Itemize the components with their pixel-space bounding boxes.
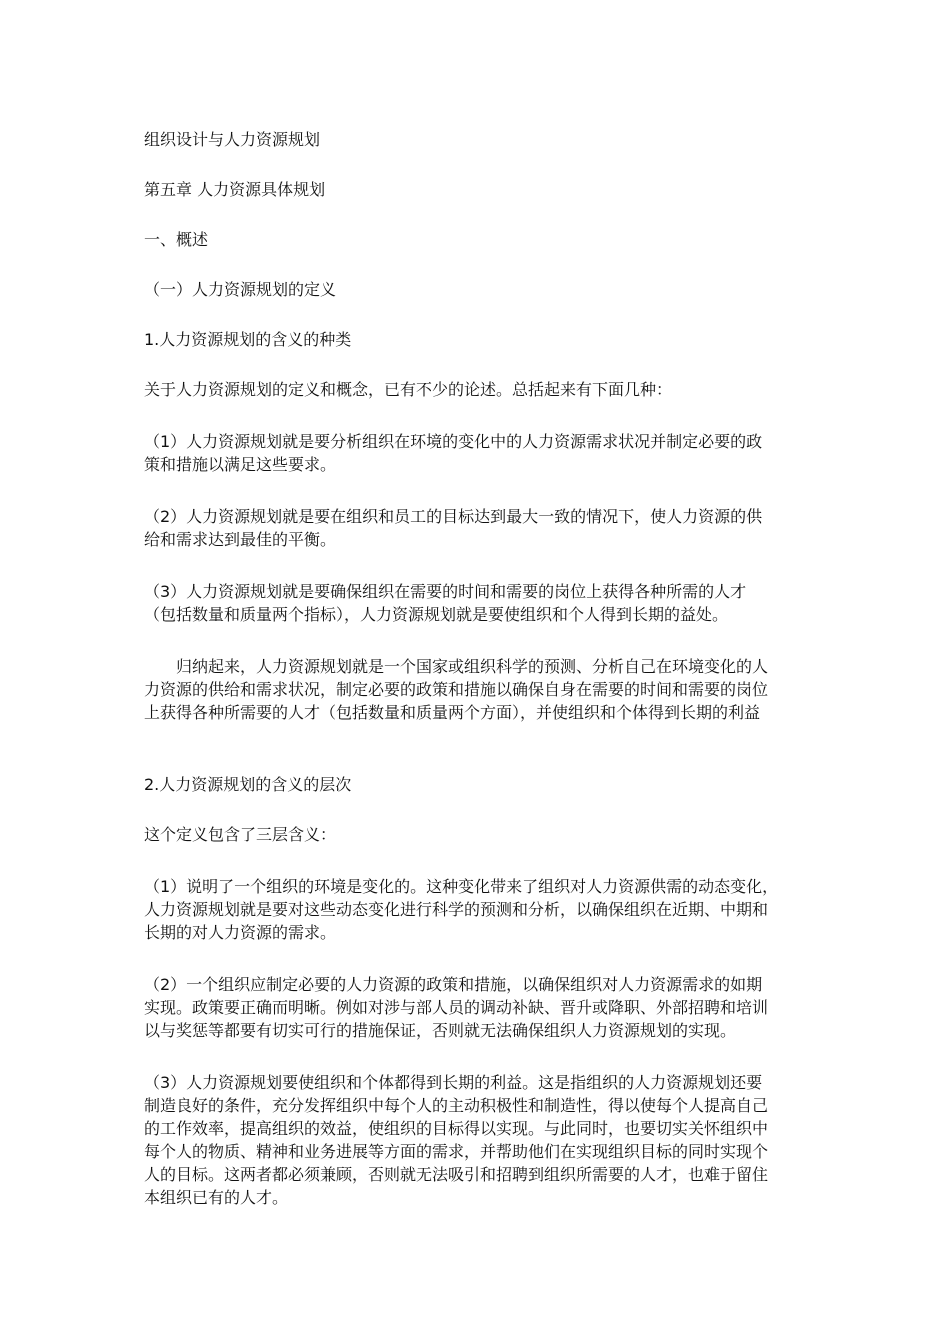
- text-line: （1）说明了一个组织的环境是变化的。这种变化带来了组织对人力资源供需的动态变化，: [144, 877, 779, 896]
- text-line: 力资源的供给和需求状况，制定必要的政策和措施以确保自身在需要的时间和需要的岗位: [144, 680, 769, 699]
- intro-paragraph: 关于人力资源规划的定义和概念，已有不少的论述。总括起来有下面几种：: [144, 380, 673, 399]
- heading-layers: 2.人力资源规划的含义的层次: [144, 775, 352, 794]
- summary-paragraph: [144, 655, 812, 724]
- layer-1: [144, 875, 812, 944]
- text-line: 实现。政策要正确而明晰。例如对涉与部人员的调动补缺、晋升或降职、外部招聘和培训: [144, 998, 769, 1017]
- chapter-heading: 第五章 人力资源具体规划: [144, 180, 326, 199]
- text-line: 本组织已有的人才。: [144, 1188, 289, 1207]
- text-line: （包括数量和质量两个指标），人力资源规划就是要使组织和个人得到长期的益处。: [144, 605, 729, 624]
- heading-types: 1.人力资源规划的含义的种类: [144, 330, 352, 349]
- text-line: 每个人的物质、精神和业务进展等方面的需求，并帮助他们在实现组织目标的同时实现个: [144, 1142, 769, 1161]
- definition-1: [144, 430, 812, 476]
- text-line: 上获得各种所需要的人才（包括数量和质量两个方面），并使组织和个体得到长期的利益: [144, 703, 761, 722]
- text-line: 给和需求达到最佳的平衡。: [144, 530, 337, 549]
- definition-3: [144, 580, 812, 626]
- text-line: 策和措施以满足这些要求。: [144, 455, 337, 474]
- text-line: （1）人力资源规划就是要分析组织在环境的变化中的人力资源需求状况并制定必要的政: [144, 432, 763, 451]
- intro-layers: 这个定义包含了三层含义：: [144, 825, 337, 844]
- text-line: （3）人力资源规划就是要确保组织在需要的时间和需要的岗位上获得各种所需的人才: [144, 582, 747, 601]
- text-line: 人的目标。这两者都必须兼顾，否则就无法吸引和招聘到组织所需要的人才，也难于留住: [144, 1165, 769, 1184]
- layer-3: [144, 1071, 812, 1209]
- text-line: 归纳起来，人力资源规划就是一个国家或组织科学的预测、分析自己在环境变化的人: [144, 657, 769, 676]
- text-line: （2）一个组织应制定必要的人力资源的政策和措施，以确保组织对人力资源需求的如期: [144, 975, 763, 994]
- text-line: 人力资源规划就是要对这些动态变化进行科学的预测和分析，以确保组织在近期、中期和: [144, 900, 769, 919]
- text-line: （3）人力资源规划要使组织和个体都得到长期的利益。这是指组织的人力资源规划还要: [144, 1073, 763, 1092]
- document-title: 组织设计与人力资源规划: [144, 130, 321, 149]
- layer-2: [144, 973, 812, 1042]
- text-line: （2）人力资源规划就是要在组织和员工的目标达到最大一致的情况下，使人力资源的供: [144, 507, 763, 526]
- definition-2: [144, 505, 812, 551]
- subsection-heading: （一）人力资源规划的定义: [144, 280, 337, 299]
- text-line: 制造良好的条件，充分发挥组织中每个人的主动积极性和制造性，得以使每个人提高自己: [144, 1096, 769, 1115]
- text-line: 长期的对人力资源的需求。: [144, 923, 337, 942]
- document-page: [144, 128, 812, 1209]
- text-line: 的工作效率，提高组织的效益，使组织的目标得以实现。与此同时，也要切实关怀组织中: [144, 1119, 769, 1138]
- section-heading: 一、概述: [144, 230, 209, 249]
- text-line: 以与奖惩等都要有切实可行的措施保证，否则就无法确保组织人力资源规划的实现。: [144, 1021, 737, 1040]
